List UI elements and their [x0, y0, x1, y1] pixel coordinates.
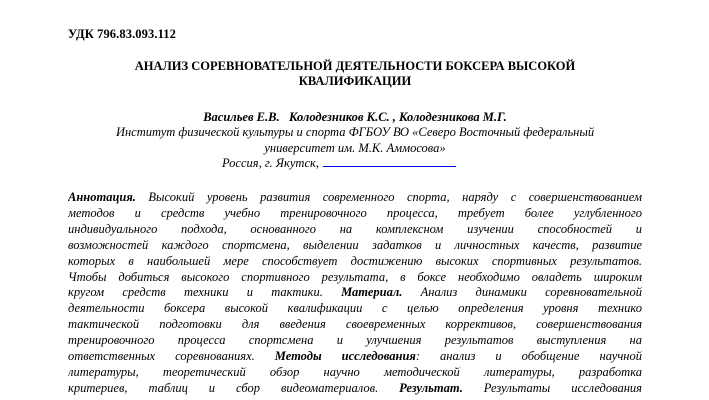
paper-title-line-2: КВАЛИФИКАЦИИ [298, 74, 412, 88]
abstract-line: Аннотация. Высокий уровень развития современного спорта, наряду с совершенствованием [68, 190, 642, 204]
abstract-line: ответственных соревнованиях. Методы исследования: анализ и обобщение научной [68, 349, 642, 364]
affiliation-line-2: университет им. М.К. Аммосова» [264, 140, 446, 155]
abstract-line: тренировочного процесса спортсмена и улучшения результатов выступления на [68, 333, 642, 348]
authors: Васильев Е.В. Колодезников К.С. , Колодезникова М.Г. [203, 110, 507, 124]
abstract-line: которых в наибольшей мере способствует достижению высоких спортивных результатов. [68, 253, 642, 268]
abstract-label: Аннотация. [68, 190, 136, 204]
abstract-line: кругом средств техники и тактики. Материал. Анализ динамики соревновательной [68, 285, 642, 300]
abstract-line: критериев, таблиц и сбор видеоматериалов. Результат. Результаты исследования [68, 380, 642, 395]
abstract-line: Чтобы добиться высокого спортивного результата, в боксе необходимо овладеть широким [68, 269, 642, 284]
location-text: Россия, г. Якутск, [222, 156, 319, 170]
udc-code: УДК 796.83.093.112 [68, 27, 176, 41]
paper-title [68, 59, 642, 89]
affiliation-line-1: Институт физической культуры и спорта ФГБОУ ВО «Северо Восточный федеральный [115, 125, 595, 139]
abstract-line: литературы, теоретический обзор научно методической литературы, разработка [68, 364, 642, 379]
abstract-line: методов и средств учебно тренировочного процесса, требует более углубленного [68, 205, 642, 220]
email-link-underline[interactable] [323, 166, 456, 167]
paper-title-line-1: АНАЛИЗ СОРЕВНОВАТЕЛЬНОЙ ДЕЯТЕЛЬНОСТИ БОКСЕРА ВЫСОКОЙ [134, 59, 576, 73]
abstract-line: возможностей каждого спортсмена, выделении задатков и личностных качеств, развитие [68, 237, 642, 252]
location [222, 156, 456, 172]
abstract-line: деятельности боксера высокой квалификации с целью определения уровня технико [68, 301, 642, 316]
abstract-line: тактической подготовки для введения своевременных коррективов, совершенствования [68, 317, 642, 332]
material-label: Материал. [341, 285, 403, 300]
methods-label: Методы исследования [274, 349, 416, 364]
result-label: Результат. [399, 380, 463, 395]
abstract-line: индивидуального подхода, основанного на комплексном изучении способностей и [68, 221, 642, 236]
affiliation [68, 125, 642, 156]
abstract [68, 190, 642, 397]
